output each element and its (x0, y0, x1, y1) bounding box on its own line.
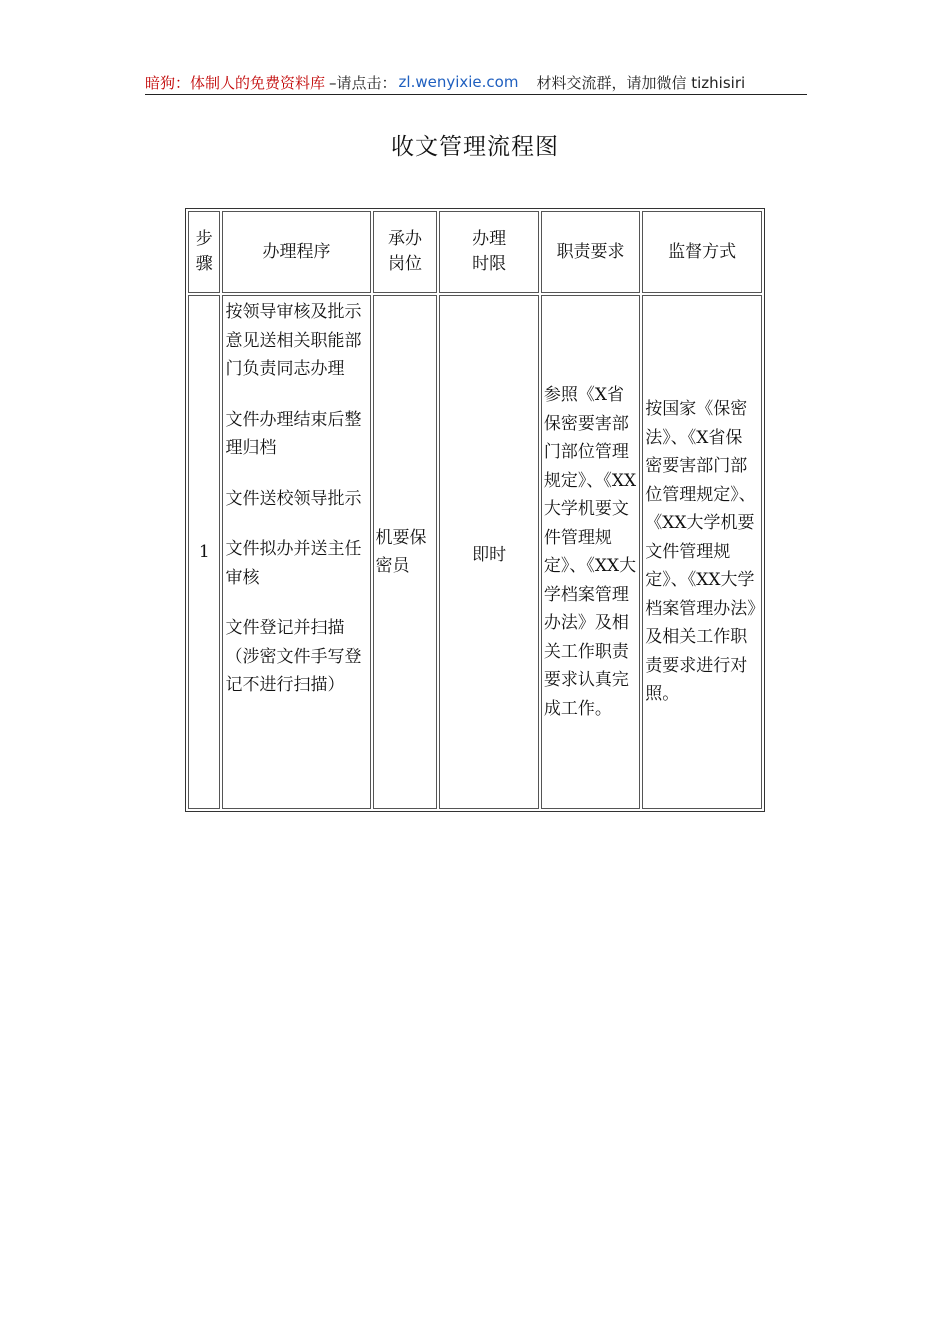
cell-post: 机要保密员 (373, 295, 438, 809)
header-procedure: 办理程序 (222, 211, 370, 293)
cell-time: 即时 (439, 295, 538, 809)
header-step-label: 步骤 (195, 229, 213, 274)
header-post-line2: 岗位 (388, 254, 422, 274)
header-supervision: 监督方式 (642, 211, 762, 293)
cell-step: 1 (188, 295, 220, 809)
procedure-item: 文件登记并扫描（涉密文件手写登记不进行扫描） (225, 618, 362, 695)
header-step (188, 211, 220, 293)
table-row (188, 295, 762, 809)
procedure-item: 文件拟办并送主任审核 (225, 539, 362, 588)
flow-table (185, 208, 765, 812)
header-link[interactable]: zl.wenyixie.com (398, 73, 519, 91)
cell-procedures (222, 295, 370, 809)
document-title: 收文管理流程图 (391, 134, 559, 160)
header-group-info: 材料交流群，请加微信 tizhisiri (536, 73, 746, 92)
table-header-row (188, 211, 762, 293)
header-time (439, 211, 538, 293)
cell-supervision: 按国家《保密法》、《X省保密要害部门部位管理规定》、《XX大学机要文件管理规定》、《XX大学档案管理办法》及相关工作职责要求进行对照。 (642, 295, 762, 809)
header-time-line2: 时限 (472, 254, 507, 274)
procedure-item: 文件送校领导批示 (225, 488, 362, 509)
header-prompt: –请点击： (329, 73, 397, 92)
header-post-line1: 承办 (388, 229, 422, 249)
page-header (145, 70, 807, 95)
procedure-item: 按领导审核及批示意见送相关职能部门负责同志办理 (225, 302, 362, 379)
cell-duty: 参照《X省保密要害部门部位管理规定》、《XX大学机要文件管理规定》、《XX大学档案管理办法》及相关工作职责要求认真完成工作。 (541, 295, 640, 809)
header-duty: 职责要求 (541, 211, 640, 293)
header-post (373, 211, 438, 293)
header-time-line1: 办理 (472, 229, 507, 249)
procedure-item: 文件办理结束后整理归档 (225, 409, 362, 458)
header-brand: 暗狗：体制人的免费资料库 (145, 73, 326, 92)
